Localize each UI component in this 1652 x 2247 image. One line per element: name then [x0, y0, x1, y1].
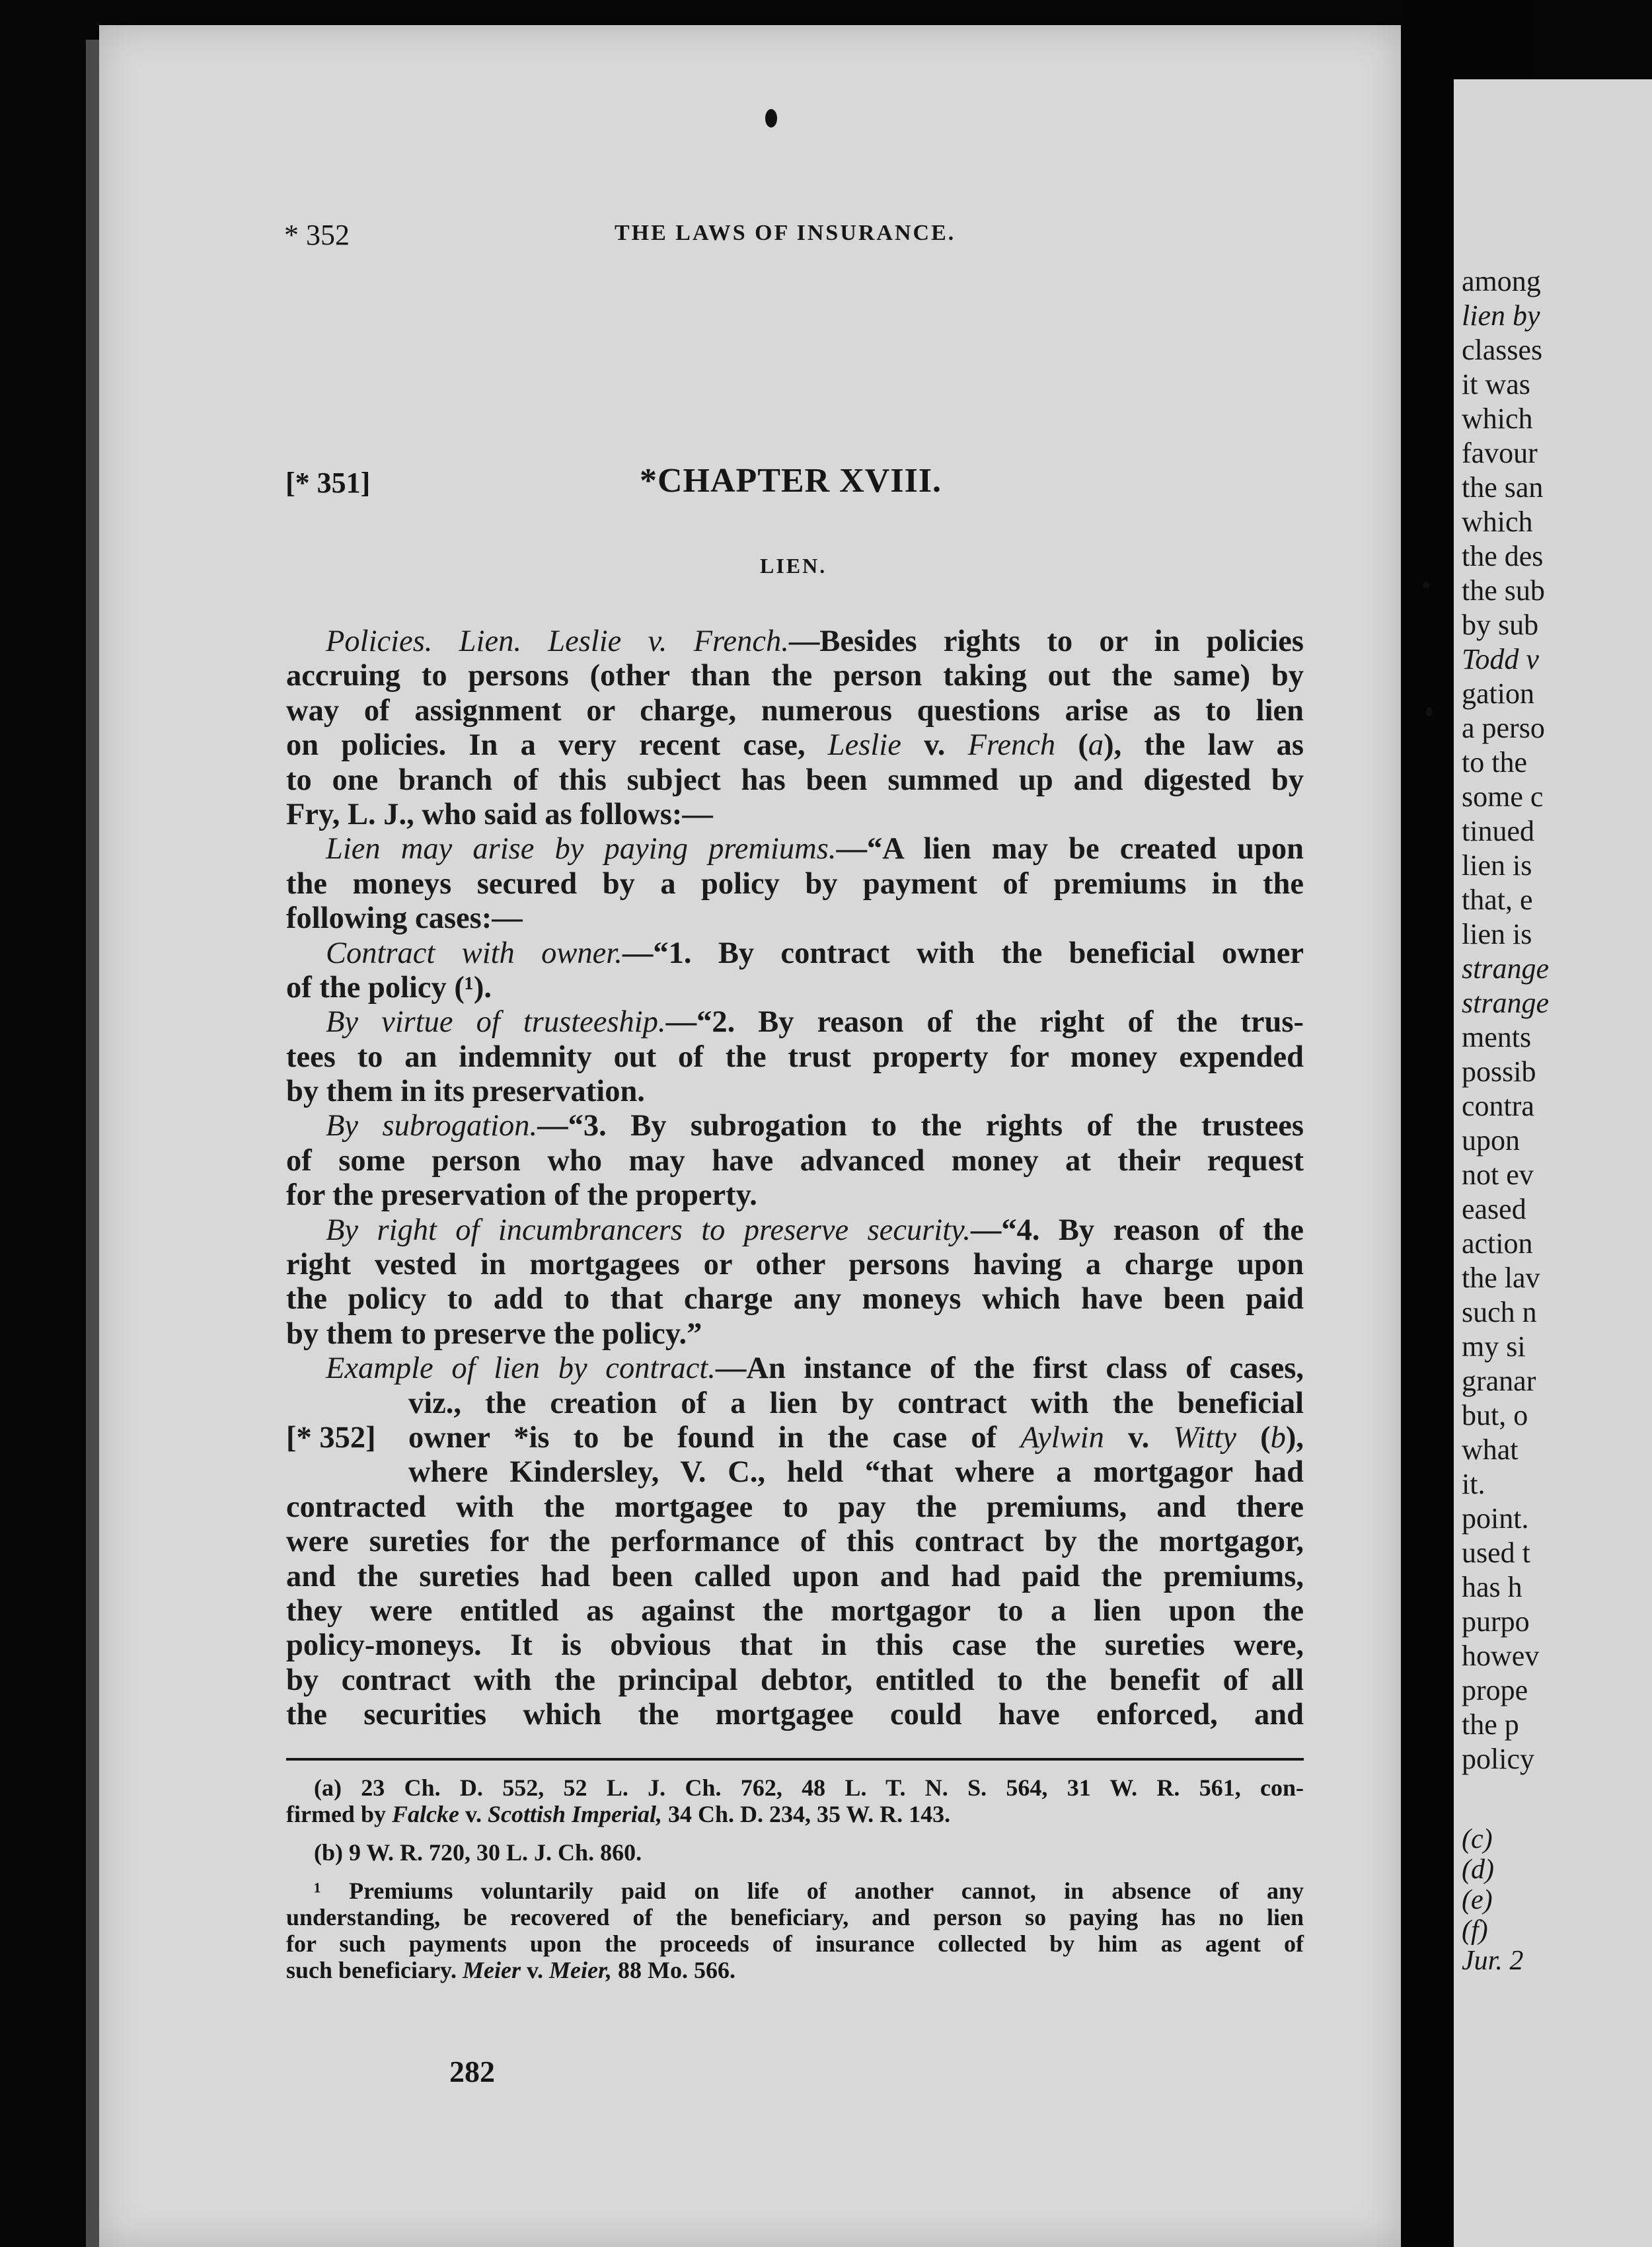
- facing-page-line: action: [1462, 1227, 1533, 1260]
- text-line: to one branch of this subject has been summed up and digested by: [286, 763, 1304, 797]
- text-span: v.: [520, 1957, 549, 1983]
- footnotes: [286, 1774, 1304, 1983]
- facing-page-line: contra: [1462, 1090, 1534, 1122]
- facing-page-line: lien by: [1462, 299, 1540, 332]
- text-span: v.: [459, 1801, 488, 1827]
- text-line: where Kindersley, V. C., held “that where a mortgagor had: [408, 1455, 1304, 1490]
- text-span: on policies. In a very recent case,: [286, 728, 828, 763]
- text-span: owner *is to be found in the case of: [408, 1420, 1021, 1455]
- facing-page-line: the sub: [1462, 574, 1545, 607]
- text-line: policy-moneys. It is obvious that in this case the sureties were,: [286, 1628, 1304, 1663]
- facing-page-note: Jur. 2: [1462, 1946, 1524, 1976]
- facing-page-line: has h: [1462, 1571, 1522, 1603]
- text-line: the moneys secured by a policy by payment of premiums in the: [286, 866, 1304, 901]
- facing-page-notes: [1462, 1824, 1652, 1976]
- text-line: Fry, L. J., who said as follows:—: [286, 797, 713, 831]
- folio-page-number: 282: [449, 2055, 495, 2088]
- text-line: accruing to persons (other than the person taking out the same) by: [286, 659, 1304, 693]
- text-line: [286, 832, 1304, 866]
- page-edge-shadow: [86, 40, 100, 2247]
- facing-page-line: upon: [1462, 1124, 1520, 1157]
- text-line: [286, 625, 1304, 659]
- footnote-1-cont: for such payments upon the proceeds of insurance collected by him as agent of: [286, 1930, 1304, 1957]
- facing-page-line: used t: [1462, 1537, 1530, 1569]
- case-name: Scottish Imperial,: [487, 1801, 663, 1827]
- facing-page-note: (e): [1462, 1885, 1493, 1915]
- facing-page-line: purpo: [1462, 1605, 1530, 1638]
- chapter-title: *CHAPTER XVIII.: [640, 462, 942, 500]
- text-span: (: [1055, 728, 1088, 763]
- footnote-rule: [286, 1758, 1304, 1761]
- text-span: —“4. By reason of the: [970, 1213, 1304, 1247]
- text-line: of some person who may have advanced money at their request: [286, 1143, 1304, 1178]
- facing-page-line: possib: [1462, 1055, 1536, 1088]
- facing-page-line: favour: [1462, 437, 1538, 469]
- facing-page-line: it.: [1462, 1468, 1485, 1500]
- facing-page-note: (d): [1462, 1854, 1494, 1885]
- facing-page-line: my si: [1462, 1330, 1526, 1363]
- facing-page-line: strange: [1462, 952, 1549, 985]
- case-name: Leslie: [827, 728, 901, 763]
- spacer: [286, 1866, 1304, 1878]
- text-span: —“2. By reason of the right of the trus-: [665, 1005, 1304, 1040]
- text-line: [286, 728, 1304, 763]
- facing-page-line: the san: [1462, 471, 1544, 504]
- text-span: 88 Mo. 566.: [612, 1957, 735, 1983]
- text-span: such beneficiary.: [286, 1957, 463, 1983]
- text-span: —“1. By contract with the beneficial owner: [622, 936, 1304, 970]
- facing-page-note: (f): [1462, 1915, 1488, 1946]
- text-line: were sureties for the performance of this contract by the mortgagor,: [286, 1525, 1304, 1559]
- facing-page-line: gation: [1462, 677, 1534, 710]
- facing-page-line: which: [1462, 402, 1533, 435]
- text-line: way of assignment or charge, numerous questions arise as to lien: [286, 693, 1304, 728]
- facing-page-line: ments: [1462, 1021, 1532, 1053]
- facing-page-text: [1462, 264, 1652, 1776]
- facing-page-line: that, e: [1462, 884, 1533, 916]
- text-span: v.: [1104, 1420, 1174, 1455]
- text-line: for the preservation of the property.: [286, 1178, 757, 1213]
- sidenote: By right of incumbrancers to preserve security.: [326, 1213, 971, 1247]
- facing-page-line: not ev: [1462, 1159, 1534, 1191]
- text-span: ),: [1285, 1420, 1304, 1455]
- text-line: the policy to add to that charge any moneys which have been paid: [286, 1282, 1304, 1316]
- facing-page-line: strange: [1462, 987, 1549, 1019]
- text-line: right vested in mortgagees or other persons having a charge upon: [286, 1248, 1304, 1282]
- facing-page-line: lien is: [1462, 849, 1532, 882]
- text-line: [286, 1005, 1304, 1040]
- text-line: [286, 936, 1304, 971]
- facing-page-line: eased: [1462, 1193, 1526, 1225]
- body-text: [286, 625, 1304, 1733]
- footnote-1-cont: understanding, be recovered of the beneficiary, and person so paying has no lien: [286, 1904, 1304, 1930]
- text-span: firmed by: [286, 1801, 392, 1827]
- facing-page-line: it was: [1462, 368, 1530, 400]
- footnote-b: (b) 9 W. R. 720, 30 L. J. Ch. 860.: [314, 1839, 642, 1866]
- text-line: contracted with the mortgagee to pay the premiums, and there: [286, 1490, 1304, 1524]
- case-name: Aylwin: [1020, 1420, 1104, 1455]
- facing-page-line: the lav: [1462, 1262, 1540, 1294]
- facing-page-line: the des: [1462, 540, 1544, 572]
- running-page-number: * 352: [284, 219, 350, 251]
- facing-page: [1454, 79, 1652, 2247]
- facing-page-line: Todd v: [1462, 643, 1539, 675]
- sidenote: By virtue of trusteeship.: [326, 1005, 666, 1040]
- text-line: by them to preserve the policy.”: [286, 1316, 702, 1351]
- facing-page-note: (c): [1462, 1824, 1493, 1854]
- case-name: Witty: [1173, 1420, 1236, 1455]
- facing-page-line: to the: [1462, 746, 1527, 779]
- text-line: they were entitled as against the mortgagor to a lien upon the: [286, 1593, 1304, 1628]
- sidenote: Policies. Lien. Leslie v. French.: [326, 625, 789, 658]
- text-line: [286, 1109, 1304, 1143]
- sidenote: Example of lien by contract.: [326, 1352, 716, 1386]
- footnote-ref: b: [1270, 1420, 1286, 1455]
- facing-page-line: tinued: [1462, 815, 1534, 847]
- chapter-subject: LIEN.: [760, 554, 827, 578]
- case-name: French: [967, 728, 1056, 763]
- case-name: Meier,: [549, 1957, 612, 1983]
- facing-page-line: among: [1462, 265, 1541, 297]
- facing-page-line: a perso: [1462, 712, 1545, 744]
- text-line: tees to an indemnity out of the trust property for money expended: [286, 1040, 1304, 1074]
- text-line: [286, 1421, 1304, 1455]
- case-name: Falcke: [391, 1801, 459, 1827]
- footnote-1: ¹ Premiums voluntarily paid on life of another cannot, in absence of any: [314, 1878, 1304, 1904]
- sidenote: By subrogation.: [326, 1109, 538, 1143]
- facing-page-line: but, o: [1462, 1399, 1528, 1431]
- facing-page-line: the p: [1462, 1708, 1519, 1741]
- footnote-ref: a: [1088, 728, 1104, 763]
- text-line: by them in its preservation.: [286, 1075, 645, 1109]
- facing-page-line: prope: [1462, 1674, 1528, 1706]
- sidenote: Lien may arise by paying premiums.: [326, 832, 837, 866]
- facing-page-line: howev: [1462, 1640, 1540, 1672]
- facing-page-line: which: [1462, 506, 1533, 538]
- ink-spot: [765, 109, 777, 128]
- case-name: Meier: [463, 1957, 521, 1983]
- text-span: v.: [901, 728, 968, 763]
- text-line: [286, 1352, 1304, 1386]
- text-span: —Besides rights to or in policies: [788, 625, 1304, 658]
- ink-spot: [1426, 707, 1433, 716]
- facing-page-line: point.: [1462, 1502, 1529, 1535]
- facing-page-line: classes: [1462, 334, 1543, 366]
- running-title: THE LAWS OF INSURANCE.: [615, 221, 956, 245]
- footnote-a-cont: [286, 1801, 1304, 1827]
- text-line: and the sureties had been called upon and had paid the premiums,: [286, 1559, 1304, 1593]
- ink-spot: [1423, 582, 1429, 588]
- facing-page-line: what: [1462, 1433, 1519, 1466]
- text-span: —“3. By subrogation to the rights of the trustees: [537, 1109, 1304, 1143]
- facing-page-line: such n: [1462, 1296, 1537, 1328]
- text-line: the securities which the mortgagee could have enforced, and: [286, 1698, 1304, 1732]
- text-span: ), the law as: [1104, 728, 1304, 763]
- text-line: by contract with the principal debtor, entitled to the benefit of all: [286, 1663, 1304, 1697]
- text-line: following cases:—: [286, 901, 523, 936]
- text-line: [286, 1213, 1304, 1248]
- footnote-a: (a) 23 Ch. D. 552, 52 L. J. Ch. 762, 48 L. T. N. S. 564, 31 W. R. 561, con-: [314, 1774, 1304, 1801]
- spacer: [286, 1827, 1304, 1839]
- sidenote: Contract with owner.: [326, 936, 622, 970]
- text-span: —An instance of the first class of cases,: [715, 1352, 1304, 1386]
- facing-page-line: lien is: [1462, 918, 1532, 950]
- text-line: of the policy (¹).: [286, 970, 492, 1005]
- text-span: —“A lien may be created upon: [836, 832, 1304, 866]
- text-line: viz., the creation of a lien by contract with the beneficial: [408, 1386, 1304, 1420]
- facing-page-line: some c: [1462, 781, 1544, 813]
- page-marker-351: [* 351]: [285, 467, 371, 499]
- page-marker-352: [* 352]: [286, 1420, 376, 1455]
- text-span: 34 Ch. D. 234, 35 W. R. 143.: [662, 1801, 951, 1827]
- text-span: (: [1236, 1420, 1271, 1455]
- footnote-1-cont: [286, 1957, 1304, 1983]
- facing-page-line: policy: [1462, 1743, 1534, 1775]
- facing-page-line: granar: [1462, 1365, 1536, 1397]
- facing-page-line: by sub: [1462, 609, 1539, 641]
